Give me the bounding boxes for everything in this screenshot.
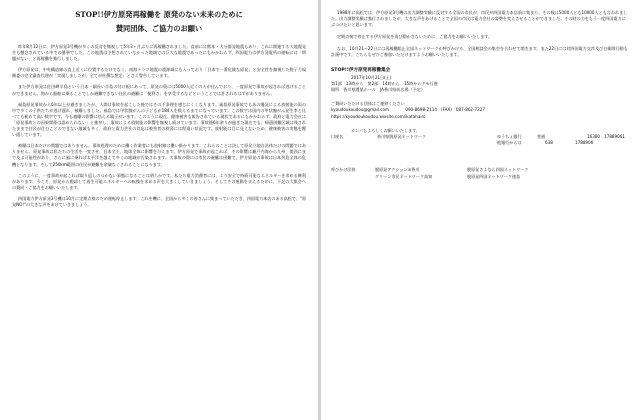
body-paragraph: 福島原発事故から6年以上が過ぎましたが、人間は事故を起こした後ではその不条理を感じにくくなります。福島原発事故でもあの爆発による放射能の雨の中で多くの子供たちが逃げ遅れ、被曝しました。福島では甲状腺がんの子どもが184人を数えるまでになっています。この数字は国内の甲状腺がん発生率と比べても極めて高い数字です。今も被曝の影響に怯える親子がいます。このように現在、健康被害も報告されている現状であるにもかかわらず、政府と電力会社は「原発事故との因果関係は認められない」と強弁し、事故による放射能の影響を無視し続けています。事故後6年余りが過ぎた現在でも、帰還困難区域は残されたままで住民が住むことのできない地域も多く、政府と電力会社の対応は被害者の救済には程遠い状況です。放射能は目に見えないため、健康被害の実態を覆い隠しています。 bbox=[12, 101, 306, 138]
donation-note: カンパもよろしくお願いいたします。 bbox=[351, 127, 420, 133]
sponsor-row bbox=[331, 166, 629, 173]
contact-info bbox=[331, 101, 629, 120]
event-schedule: 第1部 13時から 第2部 14時から 15時からデモ行進 bbox=[331, 80, 438, 86]
body-paragraph: また伊方原発は佐田岬半島という日本一細長い半島の付け根にあって、原発の奥には5000人近くの人が住んでおり、一度原発で事故が起きれば逃げることができません。海から船舶に乗ることでしか避難できない住民の避難は「便利さ」を享受するなどということでは許されるはずがありません。 bbox=[12, 84, 306, 96]
sponsor-name: グリーン市民ネットワーク高知 bbox=[375, 174, 433, 180]
body-paragraph: 定期点検で停止する伊方原発を再び動かさないために、ご協力をお願いいたします。 bbox=[337, 34, 493, 40]
other-account-number: 1788906 bbox=[575, 140, 594, 146]
account-number: 16380 17889061 bbox=[587, 133, 625, 139]
branch-number: 638 bbox=[545, 140, 553, 146]
sponsor-list bbox=[331, 166, 629, 180]
other-bank-label: 他銀行からは bbox=[497, 140, 522, 146]
sponsor-row bbox=[331, 173, 629, 180]
bank-row-other bbox=[331, 140, 629, 146]
contact-title: ご賛同いただける団体はご連絡ください bbox=[331, 101, 405, 107]
body-paragraph: 1988年に高松では、伊方原発3号機の出力調整実験に反対する全国の市民が、市民が四国電力本店前に集まり、その数は5000人とも10000人とも言われました。出力調整実験は強行されましたが、大きな声をあげることで全国の市民は電力会社の姿勢を変えさせることができました。その時の力をもう一度四国電力にぶつけたいと思います。 bbox=[331, 10, 628, 28]
event-date: 2017年10月21日(土) bbox=[351, 74, 392, 80]
sponsor-name: 脱原発四国ネットワーク徳島 bbox=[467, 174, 521, 180]
body-paragraph: このように、一度事故が起これば取り返しのつかない事態になることは明らかです。私たち電力消費者には、より安全で持続可能なエネルギーを求める権利があります。今こそ、原発から脱却して再生可能エネルギーへの転換を求める声を大きくしていきましょう。そしてその運動を支えるために、下記の大集会への賛同・ご協力をお願いいたします。 bbox=[12, 172, 306, 190]
contact-email-phone: kyoudoukoudou@gmail.com 090-8698-2114 (FAX) 087-862-7227 bbox=[331, 107, 485, 113]
body-paragraph: 昨年8月12日に、伊方原発3号機が多くの反対を無視して5年3ヶ月ぶりに再稼働されました。直前には熊本・大分群発地震もあり、これに関連する大地震発生も懸念されている中での暴挙でした。この地震は予想されていなかった地域での巨大な地震であったにもかかわらず、四国電力は伊方発電所の運転には「問題がない」と再稼働を強行しました。 bbox=[12, 44, 306, 62]
document-subtitle: 賛同団体、ご協力のお願い bbox=[115, 24, 203, 33]
sponsor-label: 呼びかけ団体 bbox=[331, 167, 356, 173]
body-paragraph: なお、10月21〜22日には再稼働阻止全国ネットワークが呼びかける、全国相談会の集会を合わせて開きます。また22日には対四国電力交渉及び自衛隊行動も計画中です。こちらもぜひご参加いただけますようお願いいたします。 bbox=[331, 46, 628, 58]
left-page bbox=[0, 0, 318, 420]
account-type: 普通 bbox=[537, 133, 546, 139]
right-page bbox=[321, 0, 639, 420]
contact-website: https://kyoudoukoudou.wixsite.com/ikatahairo bbox=[331, 113, 426, 119]
event-venue: 場所 香川県農協ホール JA香川県前広場（予定） bbox=[331, 86, 425, 92]
event-info bbox=[331, 67, 629, 94]
donation-info bbox=[331, 128, 629, 147]
body-paragraph: 伊方原発は、中央構造線の直上近くに位置するだけでなく、南海トラフ地震の震源域にも入っており「日本で一番危険な原発」と安全性を無視した脱子力規制委の完全審査代理が「実現しましたが、全てが杜撰な想定」とさえ警告しています。 bbox=[12, 67, 306, 79]
sponsor-name: 脱原発アクションin香川 bbox=[375, 167, 420, 173]
event-title: STOP!!伊方原発再稼働集会 bbox=[331, 67, 391, 73]
bank-name: ゆうちょ銀行 bbox=[497, 133, 522, 139]
sponsor-name: 脱原発さよなら四国ネットワーク bbox=[467, 167, 529, 173]
body-paragraph: 四国電力伊方原発3号機は10月に定期点検のため運転停止します。これを機に、全国から多くの皆さんに集まっていただき、四国電力本店のある高松で、"原発NO!"の大きな声をあげていきましょう。 bbox=[12, 195, 306, 207]
bank-label: 口座名 bbox=[331, 133, 344, 139]
document-title: STOP!!伊方原発再稼働を 原発のない未来のために bbox=[75, 10, 243, 19]
account-name: 香川県脱原発ネットワーク bbox=[377, 133, 427, 139]
body-paragraph: 被曝は日本だけの問題ではありません。事故処理のために働く作業者にも放射線は襲い掛かります。これらのことは決して原発立地自治体だけの問題ではありません。原発事故は私たちの生活を一変させ、日本全土、地球全体に影響を与えます。伊方原発で事故が起これば、その影響は瀬戸内海から九州、関西にまで及ぶ可能性があり、さらに風に乗れば太平洋を越えて多くの地域が汚染されます。大事故の際には市民の避難は困難で、伊方原発の事故は日本列島全体の危機となります。そして250km範囲の住民が避難を余儀なくされることになります。 bbox=[12, 143, 306, 167]
